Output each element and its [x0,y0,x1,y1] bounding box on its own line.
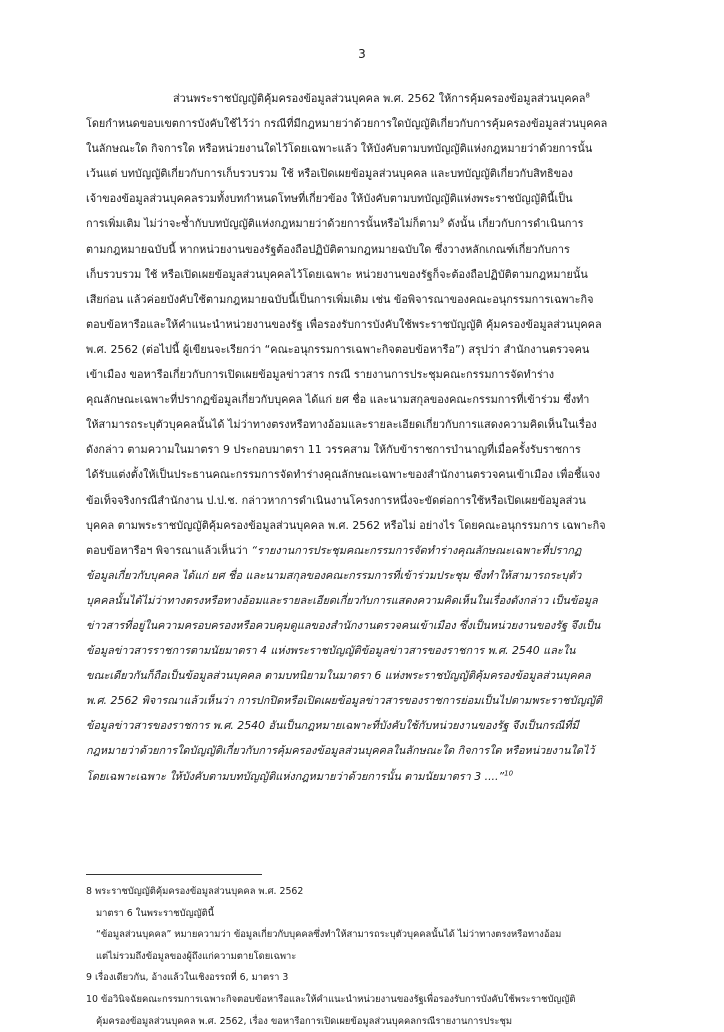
paragraph-line: คุณลักษณะเฉพาะที่ปรากฏข้อมูลเกี่ยวกับบุคคล ได้แก่ ยศ ชื่อ และนามสกุลของคณะกรรมการที่เข้าร่วม ซึ่งทำ [86,393,590,407]
quote-line: ข้อมูลเกี่ยวกับบุคคล ได้แก่ ยศ ชื่อ และนามสกุลของคณะกรรมการที่เข้าร่วมประชุม ซึ่งทำให้สามารถระบุตัว [86,568,582,582]
quote-start: “รายงานการประชุมคณะกรรมการจัดทำร่างคุณลักษณะเฉพาะที่ปรากฏ [251,543,582,557]
quote-line: ขณะเดียวกันก็ถือเป็นข้อมูลส่วนบุคคล ตามบทนิยามในมาตรา 6 แห่งพระราชบัญญัติคุ้มครองข้อมูลส่วนบุคคล [86,669,591,683]
paragraph-line: ตอบข้อหารือและให้คำแนะนำหน่วยงานของรัฐ เพื่อรองรับการบังคับใช้พระราชบัญญัติ คุ้มครองข้อมูลส่วนบุคคล [86,317,602,331]
footnote-line: 9 เรื่องเดียวกัน, อ้างแล้วในเชิงอรรถที่ 6, มาตรา 3 [86,972,289,984]
paragraph-line: เจ้าของข้อมูลส่วนบุคคลรวมทั้งบทกำหนดโทษที่เกี่ยวข้อง ให้บังคับตามบทบัญญัติแห่งพระราชบัญญัตินี้เป็น [86,192,573,206]
paragraph-line: บุคคล ตามพระราชบัญญัติคุ้มครองข้อมูลส่วนบุคคล พ.ศ. 2562 หรือไม่ อย่างไร โดยคณะอนุกรรมการ เฉพาะกิจ [86,518,606,532]
footnote-separator [86,874,262,875]
footnote-ref: 9 [439,216,445,225]
footnote-line: คุ้มครองข้อมูลส่วนบุคคล พ.ศ. 2562, เรื่อง ขอหารือการเปิดเผยข้อมูลส่วนบุคคลกรณีรายงานการประชุม [96,1015,513,1027]
paragraph-line: โดยกำหนดขอบเขตการบังคับใช้ไว้ว่า กรณีที่มีกฎหมายว่าด้วยการใดบัญญัติเกี่ยวกับการคุ้มครองข้อมูลส่วนบุคคล [86,117,608,131]
paragraph-line: ส่วนพระราชบัญญัติคุ้มครองข้อมูลส่วนบุคคล พ.ศ. 2562 ให้การคุ้มครองข้อมูลส่วนบุคคล$^8$ [173,91,590,105]
paragraph-line: พ.ศ. 2562 (ต่อไปนี้ ผู้เขียนจะเรียกว่า “คณะอนุกรรมการเฉพาะกิจตอบข้อหารือ”) สรุปว่า สำนักงานตรวจคน [86,342,590,356]
paragraph-line: ดังกล่าว ตามความในมาตรา 9 ประกอบมาตรา 11 วรรคสาม ให้กับข้าราชการบำนาญที่เมื่อครั้งรับราชการ [86,443,581,457]
footnote-line: 8 พระราชบัญญัติคุ้มครองข้อมูลส่วนบุคคล พ.ศ. 2562 [86,886,304,897]
paragraph-line: เก็บรวบรวม ใช้ หรือเปิดเผยข้อมูลส่วนบุคคลไว้โดยเฉพาะ หน่วยงานของรัฐก็จะต้องถือปฏิบัติตามกฎหมายนั้น [86,267,588,281]
quote-line: ข้อมูลข่าวสารของราชการ พ.ศ. 2540 อันเป็นกฎหมายเฉพาะที่บังคับใช้กับหน่วยงานของรัฐ จึงเป็นกรณีที่มี [86,719,579,733]
paragraph-line: การเพิ่มเติม ไม่ว่าจะซ้ำกับบทบัญญัติแห่งกฎหมายว่าด้วยการนั้นหรือไม่ก็ตาม$^9$ ดังนั้น เกี่ยวกับการดำเนินการ [86,216,584,231]
paragraph-line: ตอบข้อหารือฯ พิจารณาแล้วเห็นว่า “รายงานการประชุมคณะกรรมการจัดทำร่างคุณลักษณะเฉพาะที่ปรากฏ [86,543,582,557]
quote-line: บุคคลนั้นได้ไม่ว่าทางตรงหรือทางอ้อมและรายละเอียดเกี่ยวกับการแสดงความคิดเห็นในเรื่องดังกล่าว เป็นข้อมูล [86,593,598,607]
quote-line: พ.ศ. 2562 พิจารณาแล้วเห็นว่า การปกปิดหรือเปิดเผยข้อมูลข่าวสารของราชการย่อมเป็นไปตามพระราชบัญญัติ [86,694,603,708]
paragraph-line: เข้าเมือง ขอหารือเกี่ยวกับการเปิดเผยข้อมูลข่าวสาร กรณี รายงานการประชุมคณะกรรมการจัดทำร่าง [86,368,555,382]
quote-line: ข่าวสารที่อยู่ในความครอบครองหรือควบคุมดูแลของสำนักงานตรวจคนเข้าเมือง ซึ่งเป็นหน่วยงานของรัฐ จึงเป็น [86,618,601,632]
paragraph-line: ในลักษณะใด กิจการใด หรือหน่วยงานใดไว้โดยเฉพาะแล้ว ให้บังคับตามบทบัญญัติแห่งกฎหมายว่าด้วยการนั้น [86,142,593,156]
paragraph-line: ได้รับแต่งตั้งให้เป็นประธานคณะกรรมการจัดทำร่างคุณลักษณะเฉพาะของสำนักงานตรวจคนเข้าเมือง เพื่อชี้แจง [86,468,601,482]
paragraph-line: เว้นแต่ บทบัญญัติเกี่ยวกับการเก็บรวบรวม ใช้ หรือเปิดเผยข้อมูลส่วนบุคคล และบทบัญญัติเกี่ยวกับสิทธิของ [86,167,573,181]
body-text [86,86,656,789]
quote-line: โดยเฉพาะเฉพาะ ให้บังคับตามบทบัญญัติแห่งกฎหมายว่าด้วยการนั้น ตามนัยมาตรา 3 ....”$^{10}$ [86,768,514,783]
paragraph-line: ข้อเท็จจริงกรณีสำนักงาน ป.ป.ช. กล่าวหาการดำเนินงานโครงการหนึ่งจะขัดต่อการใช้หรือเปิดเผยข้อมูลส่วน [86,493,586,507]
quote-line: กฎหมายว่าด้วยการใดบัญญัติเกี่ยวกับการคุ้มครองข้อมูลส่วนบุคคลในลักษณะใด กิจการใด หรือหน่วยงานใดไว้ [86,744,595,758]
paragraph-line: ตามกฎหมายฉบับนี้ หากหน่วยงานของรัฐต้องถือปฏิบัติตามกฎหมายฉบับใด ซึ่งวางหลักเกณฑ์เกี่ยวกับการ [86,242,570,256]
footnote-line: “ข้อมูลส่วนบุคคล” หมายความว่า ข้อมูลเกี่ยวกับบุคคลซึ่งทำให้สามารถระบุตัวบุคคลนั้นได้ ไม่ว่าทางตรงหรือทางอ้อม [96,929,562,941]
footnote-line: 10 ข้อวินิจฉัยคณะกรรมการเฉพาะกิจตอบข้อหารือและให้คำแนะนำหน่วยงานของรัฐเพื่อรองรับการบังคับใช้พระราชบัญญัติ [86,993,576,1005]
footnote-line: มาตรา 6 ในพระราชบัญญัตินี้ [96,907,215,919]
page-number: 3 [358,47,366,61]
footnote-ref: 8 [585,91,590,100]
footnote-ref: 10 [504,768,514,777]
footnote-line: แต่ไม่รวมถึงข้อมูลของผู้ถึงแก่ความตายโดยเฉพาะ [96,950,297,962]
paragraph-line: เสียก่อน แล้วค่อยบังคับใช้ตามกฎหมายฉบับนี้เป็นการเพิ่มเติม เช่น ข้อพิจารณาของคณะอนุกรรมการเฉพาะกิจ [86,292,594,306]
footnotes [86,881,656,1032]
quote-line: ข้อมูลข่าวสารราชการตามนัยมาตรา 4 แห่งพระราชบัญญัติข้อมูลข่าวสารของราชการ พ.ศ. 2540 และใน [86,644,576,658]
paragraph-line: ให้สามารถระบุตัวบุคคลนั้นได้ ไม่ว่าทางตรงหรือทางอ้อมและรายละเอียดเกี่ยวกับการแสดงความคิดเห็นในเรื่อง [86,418,597,432]
